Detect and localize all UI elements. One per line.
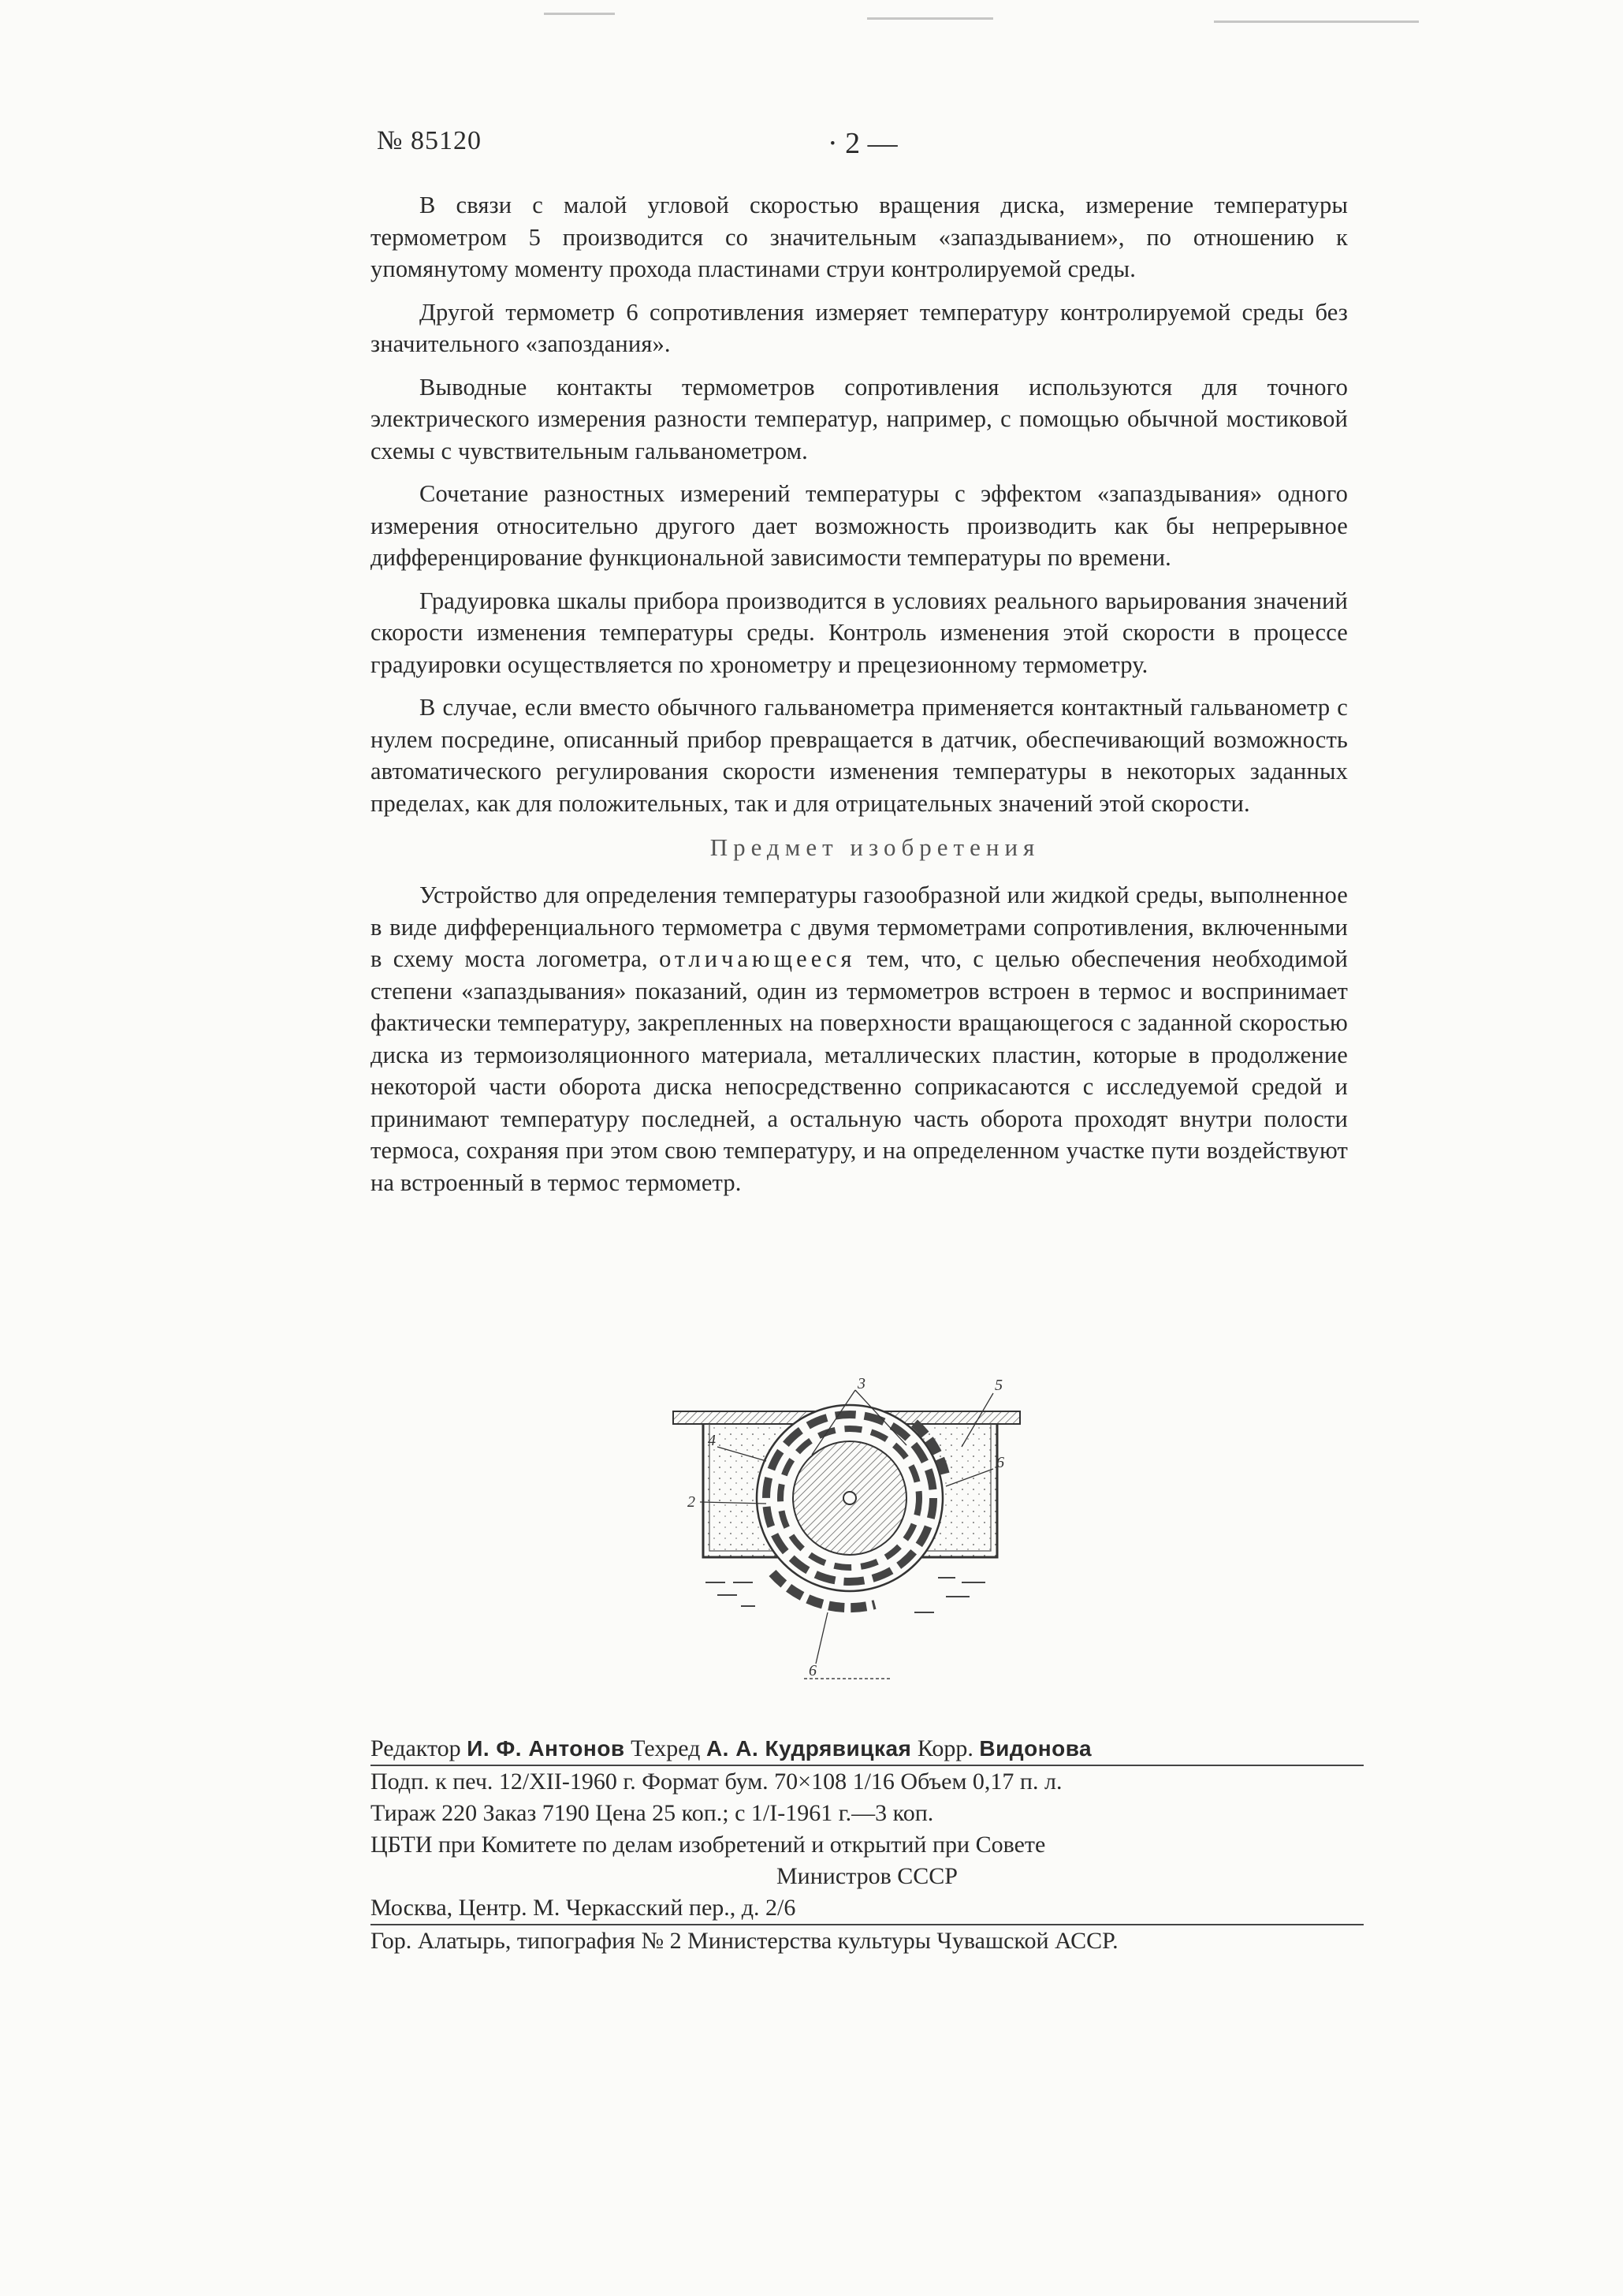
paragraph: Сочетание разностных измерений температуры с эффектом «запаздывания» одного измерения относительно другого дает возможность производить как бы непрерывное дифференцирование функциональной зависимости температуры по времени. <box>370 480 1348 571</box>
scan-artifact <box>867 17 993 20</box>
publisher-line-cont: Министров СССР <box>776 1863 958 1889</box>
printer-line: Гор. Алатырь, типография № 2 Министерства культуры Чувашской АССР. <box>370 1928 1119 1954</box>
paragraph: В связи с малой угловой скоростью вращения диска, измерение температуры термометром 5 производится со значительным «запаздыванием», по отношению к упомянутому моменту прохода пластинами струи контролируемой среды. <box>370 192 1348 282</box>
claim-emphasis: отличающееся <box>659 945 856 972</box>
scan-artifact <box>544 13 615 15</box>
figure-label: 5 <box>995 1377 1003 1394</box>
editor-name: И. Ф. Антонов <box>467 1736 625 1761</box>
figure-label: 4 <box>708 1432 716 1449</box>
paragraph: Градуировка шкалы прибора производится в условиях реального варьирования значений скорости изменения температуры среды. Контроль изменения этой скорости в процессе градуировки осуществляется по хронометру и прецезионному термометру. <box>370 587 1348 678</box>
korr-name: Видонова <box>979 1736 1093 1761</box>
rotating-disk <box>757 1405 946 1608</box>
colophon <box>370 1733 1364 1957</box>
paragraph: Другой термометр 6 сопротивления измеряет температуру контролируемой среды без значительного «запоздания». <box>370 298 1348 357</box>
figure-label: 6 <box>809 1662 817 1679</box>
publisher-line: ЦБТИ при Комитете по делам изобретений и открытий при Совете <box>370 1832 1046 1858</box>
scan-artifact <box>1214 20 1419 23</box>
paragraph: В случае, если вместо обычного гальванометра применяется контактный гальванометр с нулем посредине, описанный прибор превращается в датчик, обеспечивающий возможность автоматического регулирования скорости изменения температуры в некоторых заданных пределах, как для положительных, так и для отрицательных значений этой скорости. <box>370 694 1348 817</box>
claim-paragraph <box>370 879 1348 1198</box>
techred-name: А. А. Кудрявицкая <box>705 1736 912 1761</box>
figure-label: 3 <box>858 1376 865 1392</box>
patent-number: № 85120 <box>377 126 482 155</box>
editors-line <box>370 1733 1364 1765</box>
body-text <box>370 189 1348 1210</box>
claim-text: тем, что, с целью обеспечения необходимой степени «запаздывания» показаний, один из термометров встроен в термос и воспринимает фактически температуру, закрепленных на поверхности вращающегося с заданной скоростью диска из термоизоляционного материала, металлических пластин, которые в продолжение некоторой части оборота диска непосредственно соприкасаются с исследуемой средой и принимают температуру последней, а остальную часть оборота проходят внутри полости термоса, сохраняя при этом свою температуру, и на определенном участке пути воздействуют на встроенный в термос термометр. <box>370 945 1348 1196</box>
device-figure <box>662 1376 1033 1699</box>
paragraph: Выводные контакты термометров сопротивления используются для точного электрического измерения разности температур, например, с помощью обычной мостиковой схемы с чувствительным гальванометром. <box>370 373 1348 464</box>
medium-stream-lines <box>705 1578 985 1679</box>
editor-label: Редактор <box>370 1735 461 1761</box>
figure-label: 6 <box>996 1454 1004 1471</box>
circulation-details: Тираж 220 Заказ 7190 Цена 25 коп.; с 1/I-1961 г.—3 коп. <box>370 1800 934 1826</box>
korr-label: Корр. <box>917 1735 973 1761</box>
claim-text: Устройство для определения температуры газообразной или жидкой среды, выполненное в виде дифференциального термометра с двумя термометрами сопротивления, включенными в схему моста логометра, <box>370 882 1348 972</box>
print-details: Подп. к печ. 12/XII-1960 г. Формат бум. 70×108 1/16 Объем 0,17 п. л. <box>370 1769 1063 1795</box>
publisher-address: Москва, Центр. М. Черкасский пер., д. 2/6 <box>370 1895 796 1921</box>
figure-label: 2 <box>687 1493 695 1511</box>
techred-label: Техред <box>631 1735 701 1761</box>
section-title: Предмет изобретения <box>709 833 1040 861</box>
page-number: · 2 — <box>828 127 898 160</box>
